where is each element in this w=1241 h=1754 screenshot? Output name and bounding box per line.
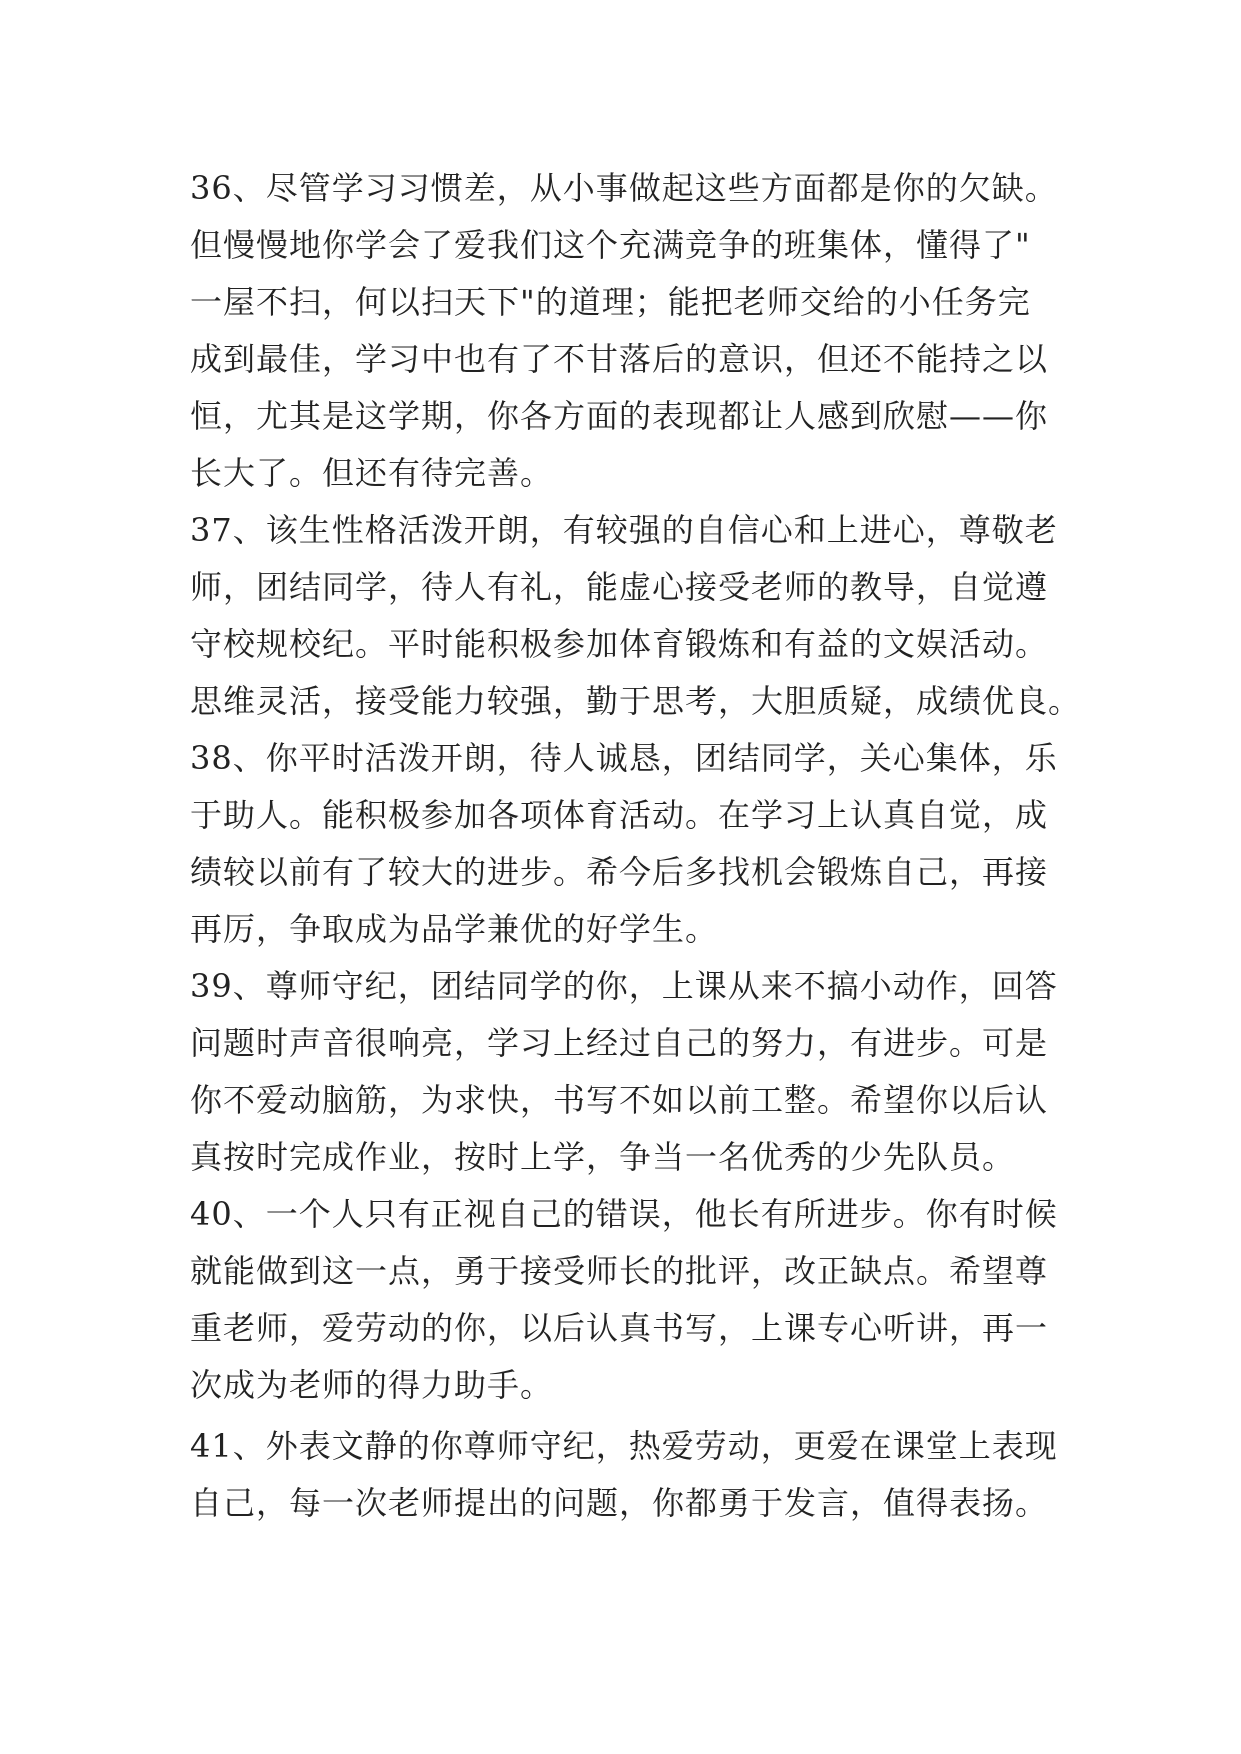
entry-38: [190, 730, 1070, 958]
text-line: 思维灵活，接受能力较强，勤于思考，大胆质疑，成绩优良。: [190, 682, 1082, 720]
text-line: 真按时完成作业，按时上学，争当一名优秀的少先队员。: [190, 1138, 1016, 1176]
text-line: 就能做到这一点，勇于接受师长的批评，改正缺点。希望尊: [190, 1252, 1049, 1290]
entry-36: [190, 160, 1070, 502]
text-line: 绩较以前有了较大的进步。希今后多找机会锻炼自己，再接: [190, 853, 1049, 891]
text-line: 38、你平时活泼开朗，待人诚恳，团结同学，关心集体，乐: [190, 739, 1058, 777]
text-line: 39、尊师守纪，团结同学的你，上课从来不搞小动作，回答: [190, 967, 1058, 1005]
text-line: 36、尽管学习习惯差，从小事做起这些方面都是你的欠缺。: [190, 169, 1058, 207]
document-page: [190, 160, 1082, 1532]
text-line: 再厉，争取成为品学兼优的好学生。: [190, 910, 719, 948]
text-line: 一屋不扫，何以扫天下"的道理；能把老师交给的小任务完: [190, 283, 1031, 321]
text-line: 长大了。但还有待完善。: [190, 454, 554, 492]
entry-41: [190, 1418, 1070, 1532]
text-line: 但慢慢地你学会了爱我们这个充满竞争的班集体，懂得了": [190, 226, 1031, 264]
text-line: 你不爱动脑筋，为求快，书写不如以前工整。希望你以后认: [190, 1081, 1049, 1119]
text-line: 次成为老师的得力助手。: [190, 1366, 554, 1404]
text-line: 自己，每一次老师提出的问题，你都勇于发言，值得表扬。: [190, 1484, 1049, 1522]
text-line: 37、该生性格活泼开朗，有较强的自信心和上进心，尊敬老: [190, 511, 1058, 549]
text-line: 重老师，爱劳动的你，以后认真书写，上课专心听讲，再一: [190, 1309, 1049, 1347]
entry-40: [190, 1186, 1070, 1414]
text-line: 恒，尤其是这学期，你各方面的表现都让人感到欣慰——你: [190, 397, 1049, 435]
text-line: 40、一个人只有正视自己的错误，他长有所进步。你有时候: [190, 1195, 1058, 1233]
entry-39: [190, 958, 1070, 1186]
text-line: 41、外表文静的你尊师守纪，热爱劳动，更爱在课堂上表现: [190, 1427, 1058, 1465]
entry-37: [190, 502, 1082, 730]
text-line: 成到最佳，学习中也有了不甘落后的意识，但还不能持之以: [190, 340, 1049, 378]
text-line: 师，团结同学，待人有礼，能虚心接受老师的教导，自觉遵: [190, 568, 1049, 606]
text-line: 问题时声音很响亮，学习上经过自己的努力，有进步。可是: [190, 1024, 1049, 1062]
text-line: 守校规校纪。平时能积极参加体育锻炼和有益的文娱活动。: [190, 625, 1049, 663]
text-line: 于助人。能积极参加各项体育活动。在学习上认真自觉，成: [190, 796, 1049, 834]
